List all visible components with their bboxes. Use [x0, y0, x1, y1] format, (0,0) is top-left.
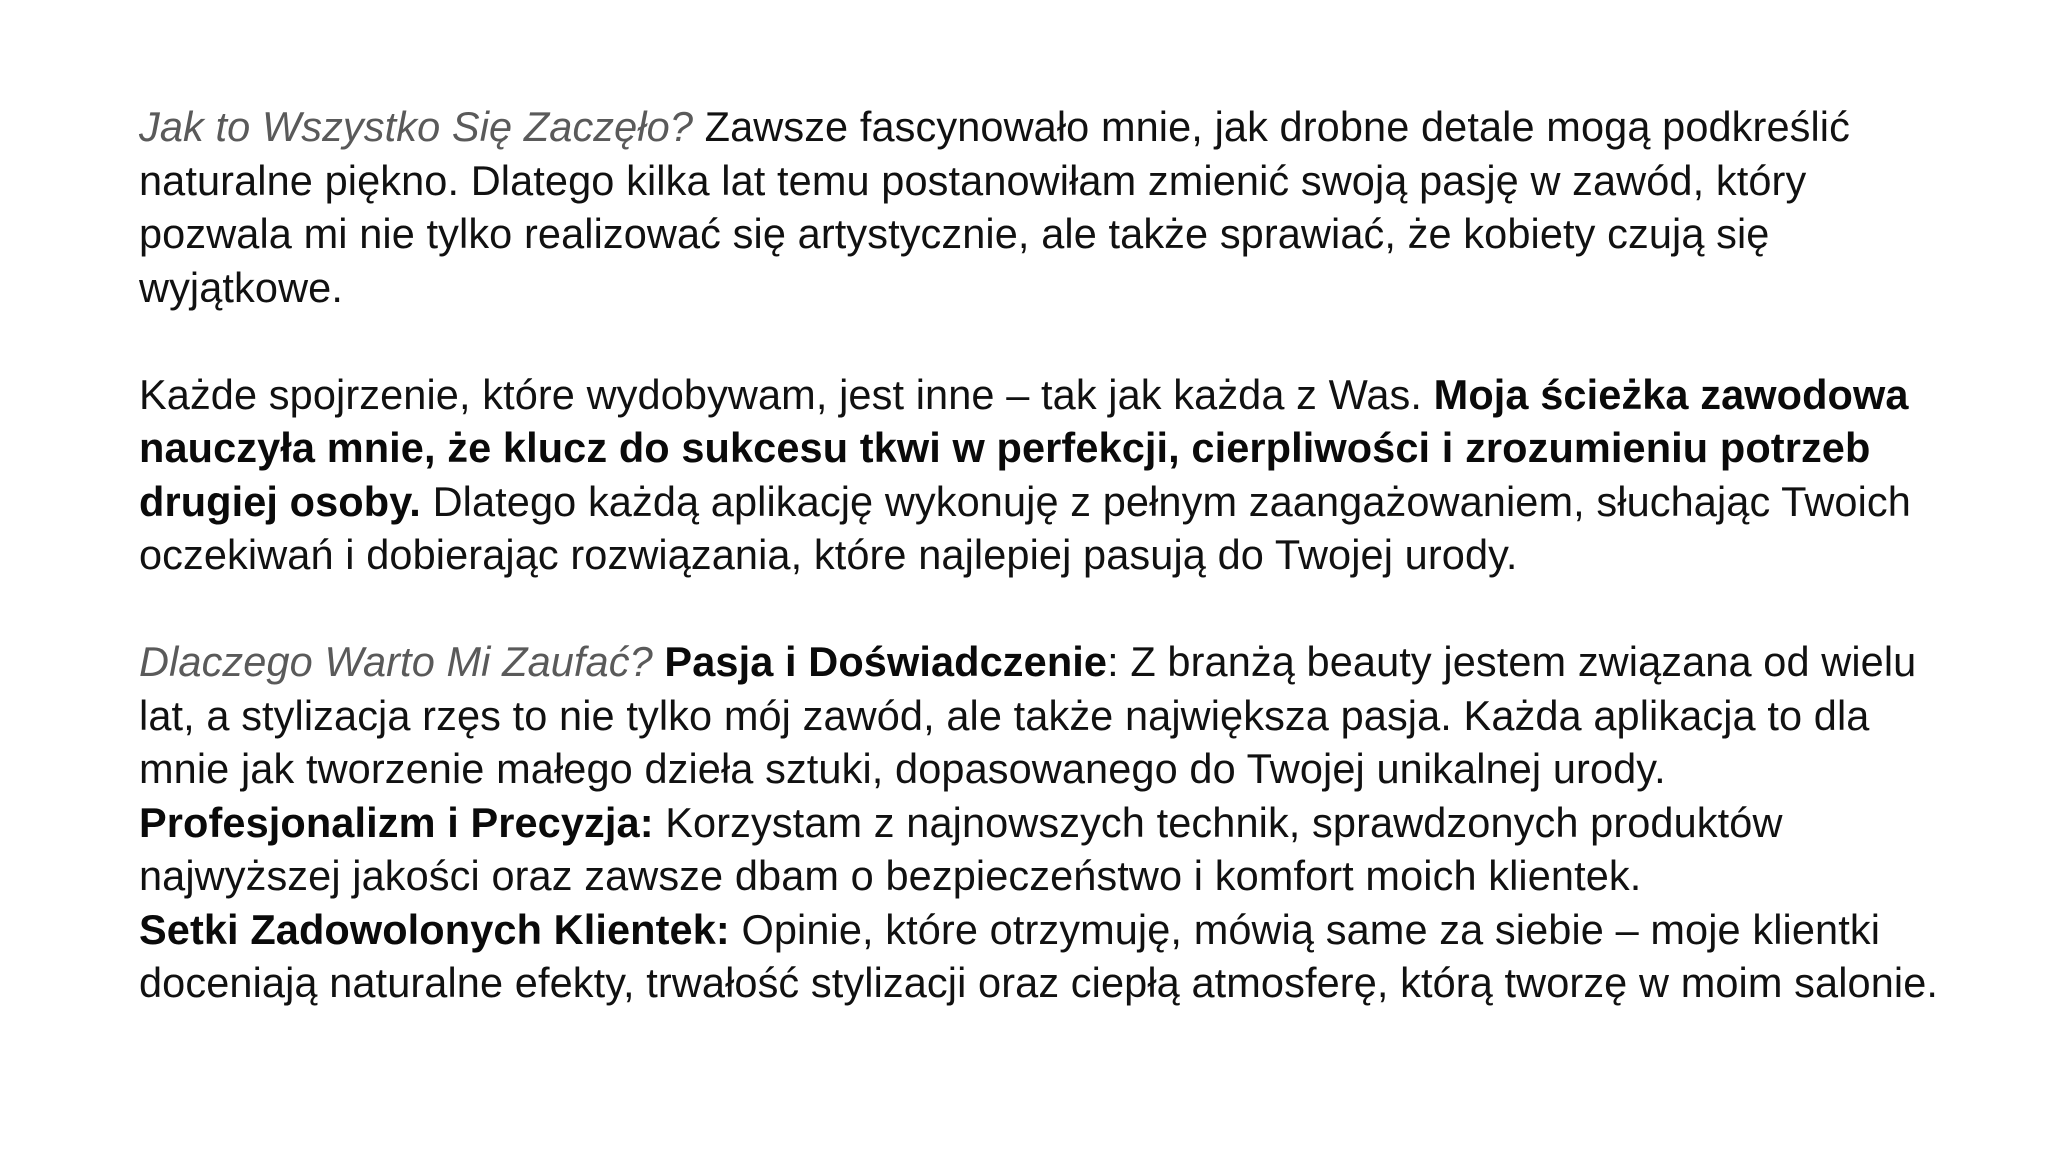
paragraph-origin [139, 100, 1959, 314]
approach-text-before: Każde spojrzenie, które wydobywam, jest inne – tak jak każda z Was. [139, 370, 1434, 418]
satisfied-clients-text: Opinie, które otrzymuję, mówią same za siebie – moje klientki doceniają naturalne efekty, trwałość stylizacji oraz ciepłą atmosferę, którą tworzę w moim salonie. [139, 905, 1938, 1006]
origin-text: Zawsze fascynowało mnie, jak drobne detale mogą podkreślić naturalne piękno. Dlatego kilka lat temu postanowiłam zmienić swoją pasję w zawód, który pozwala mi nie tylko realizować się artystycznie, ale także sprawiać, że kobiety czują się wyjątkowe. [139, 103, 1850, 311]
professionalism-label: Profesjonalizm i Precyzja: [139, 798, 654, 846]
paragraph-why-trust [139, 635, 1959, 1010]
passion-experience-text: : Z branżą beauty jestem związana od wielu lat, a stylizacja rzęs to nie tylko mój zawód, ale także największa pasja. Każda aplikacja to dla mnie jak tworzenie małego dzieła sztuki, dopasowanego do Twojej unikalnej urody. [139, 638, 1917, 792]
professionalism-text: Korzystam z najnowszych technik, sprawdzonych produktów najwyższej jakości oraz zawsze dbam o bezpieczeństwo i komfort moich klientek. [139, 798, 1783, 899]
about-text-block [139, 100, 1959, 1010]
approach-text-after: Dlatego każdą aplikację wykonuję z pełnym zaangażowaniem, słuchając Twoich oczekiwań i dobierając rozwiązania, które najlepiej pasują do Twojej urody. [139, 477, 1911, 578]
satisfied-clients-label: Setki Zadowolonych Klientek: [139, 905, 730, 953]
paragraph-approach [139, 368, 1959, 582]
origin-heading: Jak to Wszystko Się Zaczęło? [139, 103, 694, 150]
approach-bold-statement: Moja ścieżka zawodowa nauczyła mnie, że klucz do sukcesu tkwi w perfekcji, cierpliwości i zrozumieniu potrzeb drugiej osoby. [139, 370, 1909, 525]
why-trust-heading: Dlaczego Warto Mi Zaufać? [139, 638, 653, 685]
passion-experience-label: Pasja i Doświadczenie [664, 638, 1108, 685]
